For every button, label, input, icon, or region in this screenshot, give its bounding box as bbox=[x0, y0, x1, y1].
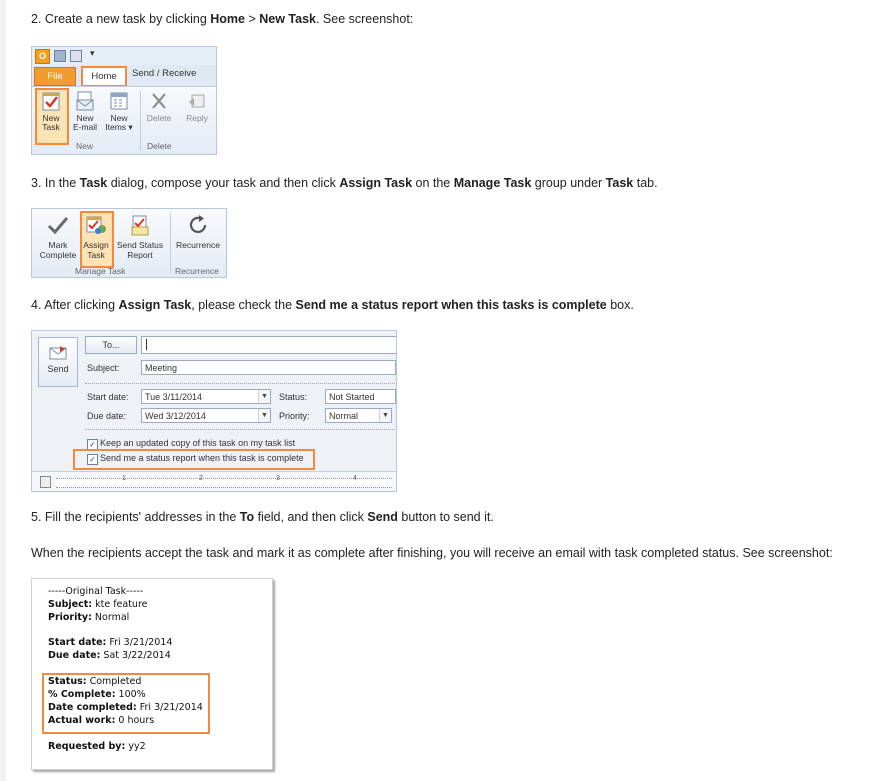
due-date-line: Due date: Sat 3/22/2014 bbox=[48, 650, 171, 661]
send-report-label: Send me a status report when this task is complete bbox=[100, 453, 304, 463]
date-completed-line: Date completed: Fri 3/21/2014 bbox=[48, 702, 203, 713]
send-status-label-1: Send Status bbox=[116, 240, 164, 250]
checkmark-icon bbox=[46, 213, 70, 237]
ribbon-body bbox=[32, 86, 216, 155]
recurrence-icon bbox=[186, 213, 210, 237]
task-check-icon bbox=[40, 90, 62, 112]
new-email-label-1: New bbox=[76, 113, 94, 123]
priority-label: Priority: bbox=[279, 411, 310, 421]
to-field[interactable] bbox=[141, 336, 397, 354]
subject-label: Subject: bbox=[87, 363, 120, 373]
assign-task-label-1: Assign bbox=[83, 240, 109, 250]
group-recurrence-label: Recurrence bbox=[175, 266, 219, 276]
send-report-checkbox[interactable]: ✓ bbox=[87, 454, 98, 465]
send-status-report-button[interactable] bbox=[114, 213, 166, 260]
status-report-icon bbox=[128, 213, 152, 237]
status-field[interactable]: Not Started bbox=[325, 389, 396, 404]
manage-task-screenshot bbox=[31, 208, 227, 278]
start-date-value: Tue 3/11/2014 bbox=[145, 392, 203, 402]
customize-qat-icon[interactable]: ▾ bbox=[90, 48, 95, 58]
send-receive-icon[interactable] bbox=[54, 50, 66, 62]
priority-field[interactable] bbox=[325, 408, 392, 423]
new-items-label-1: New bbox=[110, 113, 128, 123]
status-line: Status: Completed bbox=[48, 676, 142, 687]
actual-work-line: Actual work: 0 hours bbox=[48, 715, 155, 726]
new-items-label-2: Items ▾ bbox=[105, 122, 133, 132]
task-form-screenshot bbox=[31, 330, 397, 492]
step-5-text: 5. Fill the recipients' addresses in the To field, and then click Send button to send it. bbox=[31, 510, 494, 524]
tab-home[interactable]: Home bbox=[81, 66, 127, 87]
text-cursor bbox=[146, 339, 147, 350]
due-date-value: Wed 3/12/2014 bbox=[145, 411, 206, 421]
page-left-margin bbox=[0, 0, 6, 781]
chevron-down-icon[interactable]: ▼ bbox=[258, 390, 270, 403]
mark-complete-label-2: Complete bbox=[39, 250, 77, 260]
recurrence-button[interactable] bbox=[173, 213, 223, 250]
requested-by-line: Requested by: yy2 bbox=[48, 741, 146, 752]
to-button[interactable]: To... bbox=[85, 336, 137, 354]
original-task-header: -----Original Task----- bbox=[48, 586, 144, 597]
send-status-label-2: Report bbox=[127, 250, 153, 260]
reply-button[interactable] bbox=[182, 90, 212, 123]
mark-complete-button[interactable] bbox=[38, 213, 78, 260]
step-3-text: 3. In the Task dialog, compose your task and then click Assign Task on the Manage Task group under Task tab. bbox=[31, 176, 658, 190]
send-envelope-icon bbox=[49, 346, 67, 360]
original-task-screenshot bbox=[31, 578, 273, 770]
divider bbox=[85, 383, 395, 384]
recurrence-label: Recurrence bbox=[176, 240, 220, 250]
new-items-button[interactable] bbox=[104, 90, 134, 132]
ruler-number: 4 bbox=[353, 475, 357, 482]
new-email-icon bbox=[74, 90, 96, 112]
mark-complete-label-1: Mark bbox=[48, 240, 68, 250]
ribbon-screenshot bbox=[31, 46, 217, 155]
due-date-label: Due date: bbox=[87, 411, 127, 421]
start-date-label: Start date: bbox=[87, 392, 129, 402]
new-email-button[interactable] bbox=[70, 90, 100, 132]
new-task-label-2: Task bbox=[42, 122, 60, 132]
group-delete-label: Delete bbox=[147, 141, 172, 151]
assign-task-button[interactable] bbox=[81, 213, 111, 260]
reply-label: Reply bbox=[186, 113, 208, 123]
assign-task-icon bbox=[84, 213, 108, 237]
start-date-field[interactable] bbox=[141, 389, 271, 404]
keep-copy-checkbox[interactable]: ✓ bbox=[87, 439, 98, 450]
start-date-line: Start date: Fri 3/21/2014 bbox=[48, 637, 173, 648]
keep-copy-label: Keep an updated copy of this task on my task list bbox=[100, 438, 296, 448]
percent-complete-line: % Complete: 100% bbox=[48, 689, 146, 700]
delete-x-icon bbox=[148, 90, 170, 112]
divider bbox=[85, 429, 395, 430]
group-separator bbox=[170, 213, 171, 273]
ruler bbox=[32, 471, 396, 492]
outlook-icon: O bbox=[35, 49, 50, 64]
ruler-number: 2 bbox=[199, 475, 203, 482]
step-4-text: 4. After clicking Assign Task, please check the Send me a status report when this tasks is complete box. bbox=[31, 298, 634, 312]
assign-task-label-2: Task bbox=[87, 250, 105, 260]
new-email-label-2: E-mail bbox=[72, 122, 98, 132]
group-separator bbox=[140, 91, 141, 151]
group-new-label: New bbox=[76, 141, 94, 151]
ribbon-tabs bbox=[32, 66, 216, 85]
send-button[interactable] bbox=[38, 337, 78, 387]
tab-stop-icon[interactable] bbox=[40, 476, 51, 488]
delete-button[interactable] bbox=[144, 90, 174, 123]
group-manage-task-label: Manage Task bbox=[75, 266, 126, 276]
new-task-button[interactable] bbox=[36, 90, 66, 132]
ruler-bar bbox=[56, 478, 392, 488]
due-date-field[interactable] bbox=[141, 408, 271, 423]
subject-line: Subject: kte feature bbox=[48, 599, 148, 610]
delete-label: Delete bbox=[146, 113, 172, 123]
reply-icon bbox=[186, 90, 208, 112]
new-items-icon bbox=[108, 90, 130, 112]
chevron-down-icon[interactable]: ▼ bbox=[379, 409, 391, 422]
tab-send-receive[interactable]: Send / Receive bbox=[132, 68, 197, 79]
ruler-number: 1 bbox=[122, 475, 126, 482]
subject-field[interactable]: Meeting bbox=[141, 360, 396, 375]
priority-value: Normal bbox=[329, 411, 359, 421]
priority-line: Priority: Normal bbox=[48, 612, 130, 623]
chevron-down-icon[interactable]: ▼ bbox=[258, 409, 270, 422]
ruler-number: 3 bbox=[276, 475, 280, 482]
new-task-label-1: New bbox=[42, 113, 60, 123]
status-label: Status: bbox=[279, 392, 308, 402]
completion-paragraph: When the recipients accept the task and mark it as complete after finishing, you will receive an email with task completed status. See screenshot: bbox=[31, 546, 833, 560]
send-label: Send bbox=[47, 364, 69, 374]
step-2-text: 2. Create a new task by clicking Home > New Task. See screenshot: bbox=[31, 12, 414, 26]
tab-file[interactable]: File bbox=[34, 67, 76, 86]
quick-access-toolbar bbox=[32, 47, 216, 65]
undo-icon[interactable] bbox=[70, 50, 82, 62]
